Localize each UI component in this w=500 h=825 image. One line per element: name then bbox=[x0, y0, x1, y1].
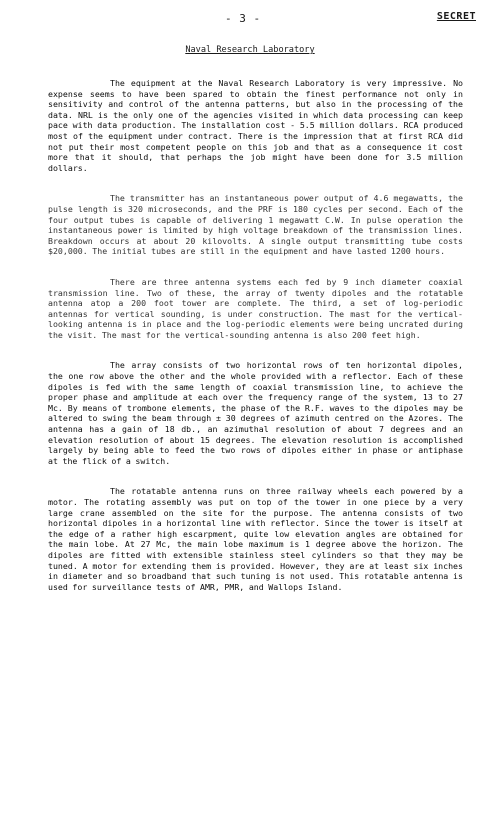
page-number: - 3 - bbox=[225, 12, 261, 25]
document-body bbox=[48, 78, 463, 612]
section-title: Naval Research Laboratory bbox=[185, 45, 315, 55]
paragraph-equipment-cost: The equipment at the Naval Research Laboratory is very impressive. No expense seems to have been spared to obtain the finest performance not only in sensitivity and control of the antenna patterns, but also in the processing of the data. NRL is the only one of the agencies visited in which data processing can keep pace with data production. The installation cost - 5.5 million dollars. RCA produced most of the equipment under contract. There is the impression that at first RCA did not put their most competent people on this job and that as a consequence it cost more that it should, that perhaps the job might have been done for 3.5 million dollars. bbox=[48, 78, 463, 173]
paragraph-antenna-systems: There are three antenna systems each fed by 9 inch diameter coaxial transmission line. Two of these, the array of twenty dipoles and the rotatable antenna atop a 200 foot tower are complete. The third, a set of log-periodic antennas for vertical sounding, is under construction. The mast for the vertical-looking antenna is in place and the log-periodic elements were being uncrated during the visit. The mast for the vertical-sounding antenna is also 200 feet high. bbox=[48, 276, 463, 340]
paragraph-dipole-array: The array consists of two horizontal rows of ten horizontal dipoles, the one row above the other and the whole provided with a reflector. Each of these dipoles is fed with the same length of coaxial transmission line, to achieve the proper phase and amplitude at each over the frequency range of the system, 13 to 27 Mc. By means of trombone elements, the phase of the R.F. waves to the dipoles may be altered to swing the beam through ± 30 degrees of azimuth centred on the Azores. The antenna has a gain of 18 db., an azimuthal resolution of about 7 degrees and an elevation resolution of about 15 degrees. The elevation resolution is accomplished largely by being able to feed the two rows of dipoles either in phase or antiphase at the flick of a switch. bbox=[48, 360, 463, 466]
paragraph-transmitter: The transmitter has an instantaneous power output of 4.6 megawatts, the pulse length is 320 microseconds, and the PRF is 180 cycles per second. Each of the four output tubes is capable of delivering 1 megawatt C.W. In pulse operation the instantaneous power is limited by high voltage breakdown of the transmission lines. Breakdown occurs at about 20 kilovolts. A single output transmitting tube costs $20,000. The initial tubes are still in the equipment and have lasted 1200 hours. bbox=[48, 193, 463, 257]
classification-marking: SECRET bbox=[436, 11, 476, 22]
paragraph-rotatable-antenna: The rotatable antenna runs on three railway wheels each powered by a motor. The rotating assembly was put on top of the tower in one piece by a very large crane assembled on the site for the purpose. The antenna consists of two horizontal dipoles in a horizontal line with reflector. Since the tower is itself at the edge of a rather high escarpment, quite low elevation angles are obtained for the main lobe. At 27 Mc, the main lobe maximum is 1 degree above the horizon. The dipoles are fitted with extensible stainless steel cylinders so that they may be tuned. A motor for extending them is provided. However, they are at least six inches in diameter and so broadband that such tuning is not used. This rotatable antenna is used for surveillance tests of AMR, PMR, and Wallops Island. bbox=[48, 486, 463, 592]
